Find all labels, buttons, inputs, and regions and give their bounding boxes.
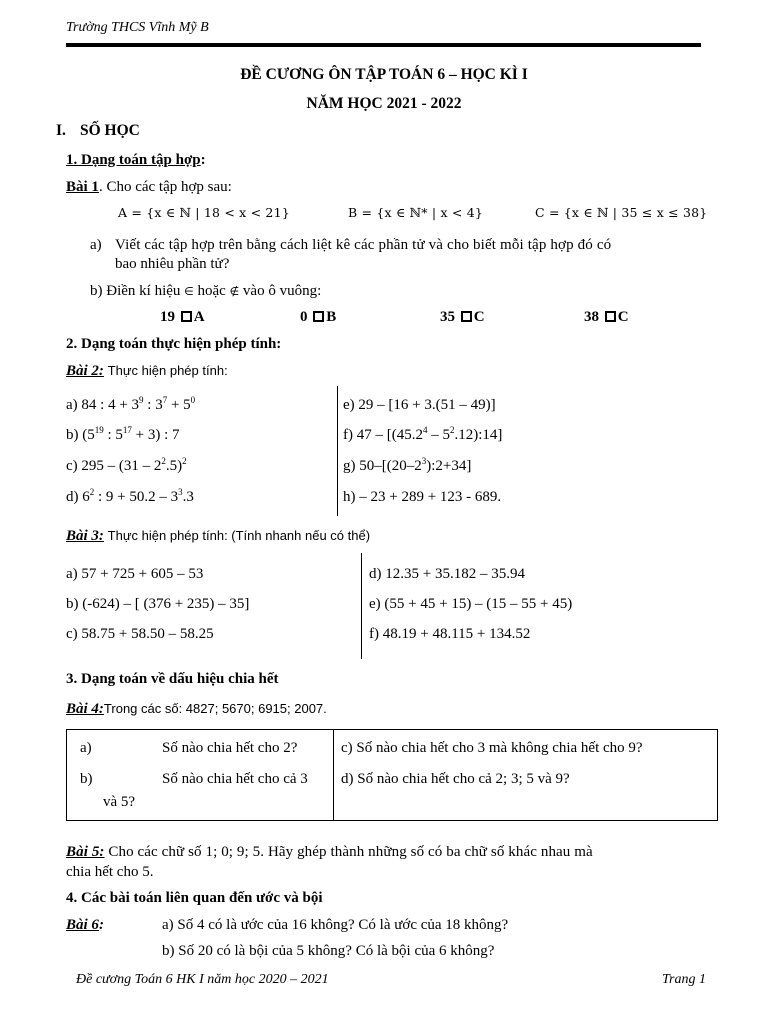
bai2-line — [66, 362, 228, 380]
bai2-item-h: h) – 23 + 289 + 123 - 689. — [343, 489, 502, 505]
bai4-b-cont: và 5? — [103, 794, 136, 810]
bai6-colon: : — [98, 917, 104, 933]
bai1-b-post: vào ô vuông: — [242, 283, 322, 299]
bai2-label: Bài 2: — [66, 363, 104, 379]
fill-item-1 — [160, 308, 205, 326]
doc-title: ĐỀ CƯƠNG ÔN TẬP TOÁN 6 – HỌC KÌ I — [240, 66, 528, 83]
checkbox-square-icon[interactable] — [461, 311, 472, 322]
fill-item-num: 35 — [440, 309, 455, 325]
bai1-b-line — [90, 282, 321, 300]
bai3-item-a: a) 57 + 725 + 605 – 53 — [66, 566, 204, 582]
fill-item-num: 38 — [584, 309, 599, 325]
fill-item-set: B — [326, 309, 337, 325]
bai1-line — [66, 178, 232, 196]
bai5-label: Bài 5: — [66, 844, 105, 860]
bai4-d-text: d) Số nào chia hết cho cả 2; 3; 5 và 9? — [341, 771, 570, 787]
bai3-item-c: c) 58.75 + 58.50 – 58.25 — [66, 626, 214, 642]
checkbox-square-icon[interactable] — [605, 311, 616, 322]
bai3-item-d: d) 12.35 + 35.182 – 35.94 — [369, 566, 525, 582]
bai5-text: Cho các chữ số 1; 0; 9; 5. Hãy ghép thành những số có ba chữ số khác nhau mà — [108, 844, 593, 860]
bai1-a-line1: Viết các tập hợp trên bằng cách liệt kê các phần tử và cho biết mỗi tập hợp đó có — [115, 237, 612, 253]
page-number: Trang 1 — [662, 972, 706, 987]
fill-item-2 — [300, 308, 336, 326]
bai6-b: b) Số 20 có là bội của 5 không? Có là bội của 6 không? — [162, 943, 495, 959]
part3-heading: 3. Dạng toán về dấu hiệu chia hết — [66, 671, 279, 687]
bai2-item-c: c) $295 - (31 - 2^2.5)^2$ — [66, 456, 187, 474]
bai4-b-text: Số nào chia hết cho cả 3 — [162, 771, 308, 787]
bai2-text: Thực hiện phép tính: — [107, 363, 228, 378]
bai3-item-f: f) 48.19 + 48.115 + 134.52 — [369, 626, 531, 642]
bai2-column-divider — [337, 386, 338, 516]
bai5-line2: chia hết cho 5. — [66, 864, 154, 880]
doc-subtitle: NĂM HỌC 2021 - 2022 — [306, 95, 462, 112]
not-element-of-symbol: ∉ — [229, 286, 240, 298]
bai2-item-d: d) $6^2$ : $9 + 50.2 - 3^3.3$ — [66, 487, 194, 505]
bai4-label: Bài 4: — [66, 701, 104, 717]
part2-heading: 2. Dạng toán thực hiện phép tính: — [66, 336, 282, 352]
section-number: I. — [56, 122, 66, 139]
fill-item-4 — [584, 308, 629, 326]
fill-item-num: 0 — [300, 309, 308, 325]
bai3-item-e: e) (55 + 45 + 15) – (15 – 55 + 45) — [369, 596, 573, 612]
element-of-symbol: ∈ — [184, 286, 194, 298]
bai2-item-b: b) ($5^{19}$ : $5^{17} + 3$) : 7 — [66, 425, 180, 443]
bai6-label: Bài 6 — [66, 917, 99, 933]
checkbox-square-icon[interactable] — [181, 311, 192, 322]
bai4-a-marker: a) — [80, 740, 92, 756]
bai6-label-wrap — [66, 916, 104, 934]
bai1-b-pre: b) Điền kí hiệu — [90, 283, 181, 299]
bai4-line — [66, 700, 327, 718]
bai2-item-g: g) $50-[(20-2^3):2+34]$ — [343, 456, 472, 474]
checkbox-square-icon[interactable] — [313, 311, 324, 322]
bai3-item-b: b) (-624) – [ (376 + 235) – 35] — [66, 596, 250, 612]
bai6-a: a) Số 4 có là ước của 16 không? Có là ước của 18 không? — [162, 917, 509, 933]
header-rule — [66, 43, 701, 47]
bai3-line — [66, 527, 370, 545]
fill-item-set: C — [473, 309, 485, 325]
bai1-a-line2: bao nhiêu phần tử? — [115, 256, 230, 272]
bai1-a-marker: a) — [90, 237, 102, 253]
part4-heading: 4. Các bài toán liên quan đến ước và bội — [66, 890, 323, 906]
bai4-b-marker: b) — [80, 771, 93, 787]
bai3-column-divider — [361, 553, 362, 659]
part1-heading-wrap — [66, 151, 206, 169]
set-a: A = {x ∈ ℕ | 18 < x < 21} — [118, 205, 290, 220]
bai5-line1 — [66, 843, 593, 861]
bai3-label: Bài 3: — [66, 528, 104, 544]
fill-item-num: 19 — [160, 309, 175, 325]
bai4-c-text: c) Số nào chia hết cho 3 mà không chia hết cho 9? — [341, 740, 643, 756]
bai4-text: Trong các số: 4827; 5670; 6915; 2007. — [103, 701, 327, 716]
set-c: C = {x ∈ ℕ | 35 ≤ x ≤ 38} — [535, 205, 708, 220]
section-title: SỐ HỌC — [80, 122, 140, 139]
part1-heading: 1. Dạng toán tập hợp — [66, 152, 201, 168]
bai4-a-text: Số nào chia hết cho 2? — [162, 740, 298, 756]
bai1-text: . Cho các tập hợp sau: — [98, 179, 232, 195]
bai1-b-mid: hoặc — [197, 283, 226, 299]
footer-left: Đề cương Toán 6 HK I năm học 2020 – 2021 — [76, 972, 329, 987]
set-b: B = {x ∈ ℕ* | x < 4} — [348, 205, 484, 220]
fill-item-3 — [440, 308, 485, 326]
bai2-item-f: f) $47 - [(45.2^4 - 5^2.12):14]$ — [343, 425, 503, 443]
school-header: Trường THCS Vĩnh Mỹ B — [66, 20, 209, 35]
fill-item-set: A — [193, 309, 205, 325]
bai1-label: Bài 1 — [66, 179, 99, 195]
bai3-text: Thực hiện phép tính: (Tính nhanh nếu có thể) — [107, 528, 371, 543]
bai2-item-a: a) 84 : $4 + 3^9$ : $3^7 + 5^0$ — [66, 395, 196, 413]
part1-colon: : — [200, 152, 206, 168]
bai2-item-e: e) 29 – [16 + 3.(51 – 49)] — [343, 397, 496, 413]
fill-item-set: C — [617, 309, 629, 325]
